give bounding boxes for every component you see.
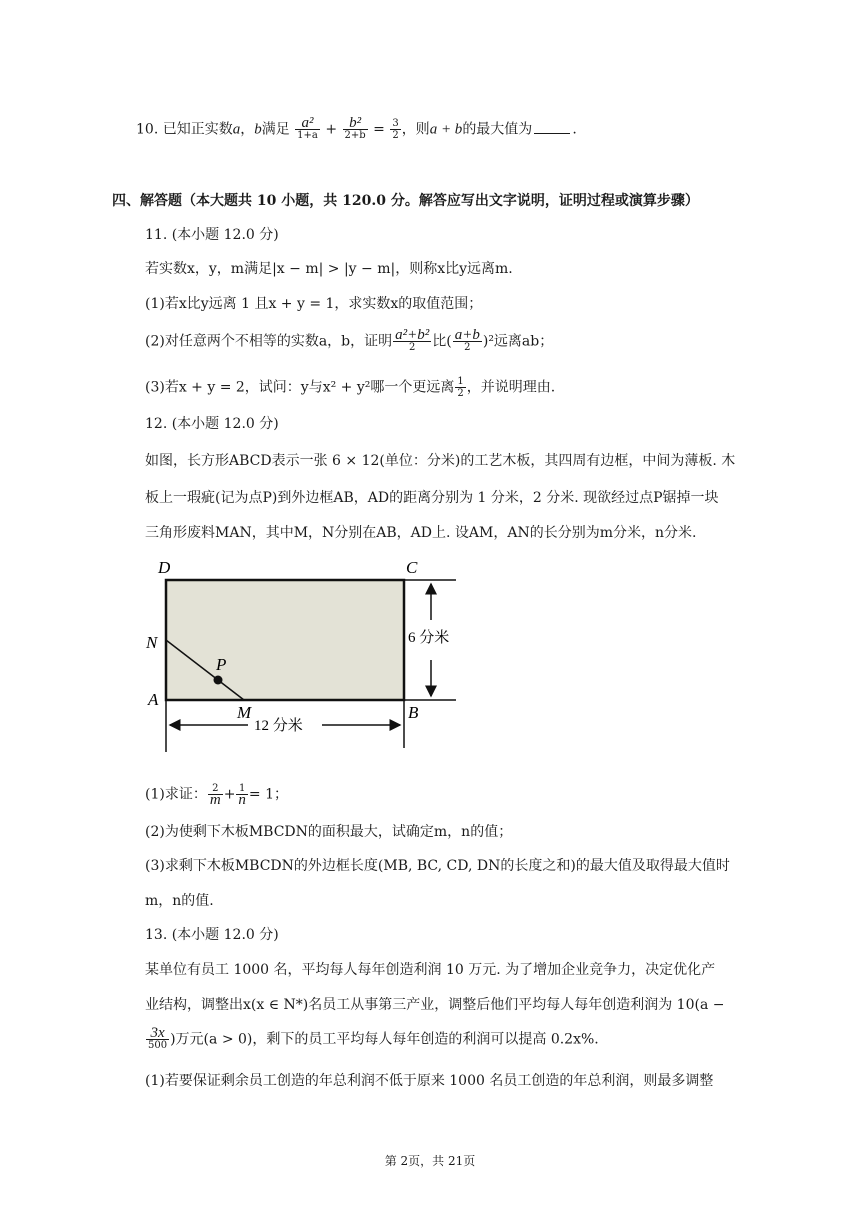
q11-part3: (3)若x + y = 2，试问：y与x² + y²哪一个更远离 $\frac{1}{2}$ ，并说明理由. — [145, 376, 556, 399]
q12-part3-line2: m，n的值. — [145, 893, 214, 909]
q12-header: 12. (本小题 12.0 分) — [145, 416, 279, 432]
label-c: C — [406, 558, 418, 577]
height-label: 6 分米 — [408, 630, 450, 646]
q11-part2: (2)对任意两个不相等的实数a，b，证明 $\frac{\text{a²+b²}}{2}$ 比( $\frac{a+b}{2}$ )²远离ab； — [145, 327, 554, 353]
q13-part1: (1)若要保证剩余员工创造的年总利润不低于原来 1000 名员工创造的年总利润，则最多调整 — [145, 1073, 714, 1089]
q10-line: 10. 已知正实数a，b满足 $\frac{\text{a²}}{1+a}$ + $\frac{\text{b²}}{2+b}$ = $\frac{3}{2}$ ，则a + b的最大值为 . — [136, 115, 577, 141]
q12-part3-line1: (3)求剩下木板MBCDN的外边框长度(MB, BC, CD, DN的长度之和)的最大值及取得最大值时 — [145, 858, 730, 874]
point-p — [214, 676, 223, 685]
answer-blank[interactable] — [534, 133, 570, 134]
fraction: $\frac{a+b}{2}$ — [454, 327, 480, 353]
q13-text-line3: $\frac{3x}{500}$ )万元(a > 0)，剩下的员工平均每人每年创造的利润可以提高 0.2x%. — [148, 1025, 599, 1051]
fraction: $\frac{\text{b²}}{2+b}$ — [344, 115, 366, 141]
q11-intro: 若实数x，y，m满足|x − m| > |y − m|，则称x比y远离m. — [145, 261, 513, 277]
q12-part2: (2)为使剩下木板MBCDN的面积最大，试确定m，n的值； — [145, 824, 513, 840]
label-a: A — [148, 690, 159, 709]
q12-part1: (1)求证： $\frac{2}{m}$ + $\frac{1}{n}$ = 1； — [145, 783, 289, 808]
q11-header: 11. (本小题 12.0 分) — [145, 227, 279, 243]
fraction: $\frac{3}{2}$ — [392, 118, 399, 141]
label-b: B — [408, 703, 419, 722]
fraction: $\frac{2}{m}$ — [209, 783, 221, 808]
page-footer: 第 2页，共 21页 — [384, 1154, 476, 1168]
q12-text-line2: 板上一瑕疵(记为点P)到外边框AB，AD的距离分别为 1 分米，2 分米. 现欲经过点P锯掉一块 — [145, 490, 719, 506]
width-label: 12 分米 — [254, 718, 303, 734]
q11-part1: (1)若x比y远离 1 且x + y = 1，求实数x的取值范围； — [145, 296, 483, 312]
q12-text-line1: 如图，长方形ABCD表示一张 6 × 12(单位：分米)的工艺木板，其四周有边框，中间为薄板. 木 — [145, 453, 736, 469]
q13-text-line2: 业结构，调整出x(x ∈ N*)名员工从事第三产业，调整后他们平均每人每年创造利润为 10(a − — [145, 997, 725, 1013]
fraction: $\frac{1}{n}$ — [238, 783, 246, 808]
label-d: D — [158, 558, 171, 577]
fraction: $\frac{\text{a²+b²}}{2}$ — [395, 327, 430, 353]
q13-header: 13. (本小题 12.0 分) — [145, 927, 279, 943]
q13-text-line1: 某单位有员工 1000 名，平均每人每年创造利润 10 万元. 为了增加企业竞争力，决定优化产 — [145, 962, 716, 978]
q12-text-line3: 三角形废料MAN，其中M，N分别在AB，AD上. 设AM，AN的长分别为m分米，n分米. — [145, 525, 697, 541]
label-m: M — [237, 703, 252, 722]
section-title: 四、解答题（本大题共 10 小题，共 120.0 分。解答应写出文字说明，证明过程或演算步骤） — [112, 193, 699, 209]
label-n: N — [146, 633, 158, 652]
fraction: $\frac{\text{a²}}{1+a}$ — [297, 115, 318, 141]
fraction: $\frac{3x}{500}$ — [148, 1025, 168, 1051]
fraction: $\frac{1}{2}$ — [457, 376, 464, 399]
label-p: P — [216, 655, 227, 674]
board-rectangle — [166, 580, 404, 700]
rectangle-diagram — [144, 558, 464, 754]
